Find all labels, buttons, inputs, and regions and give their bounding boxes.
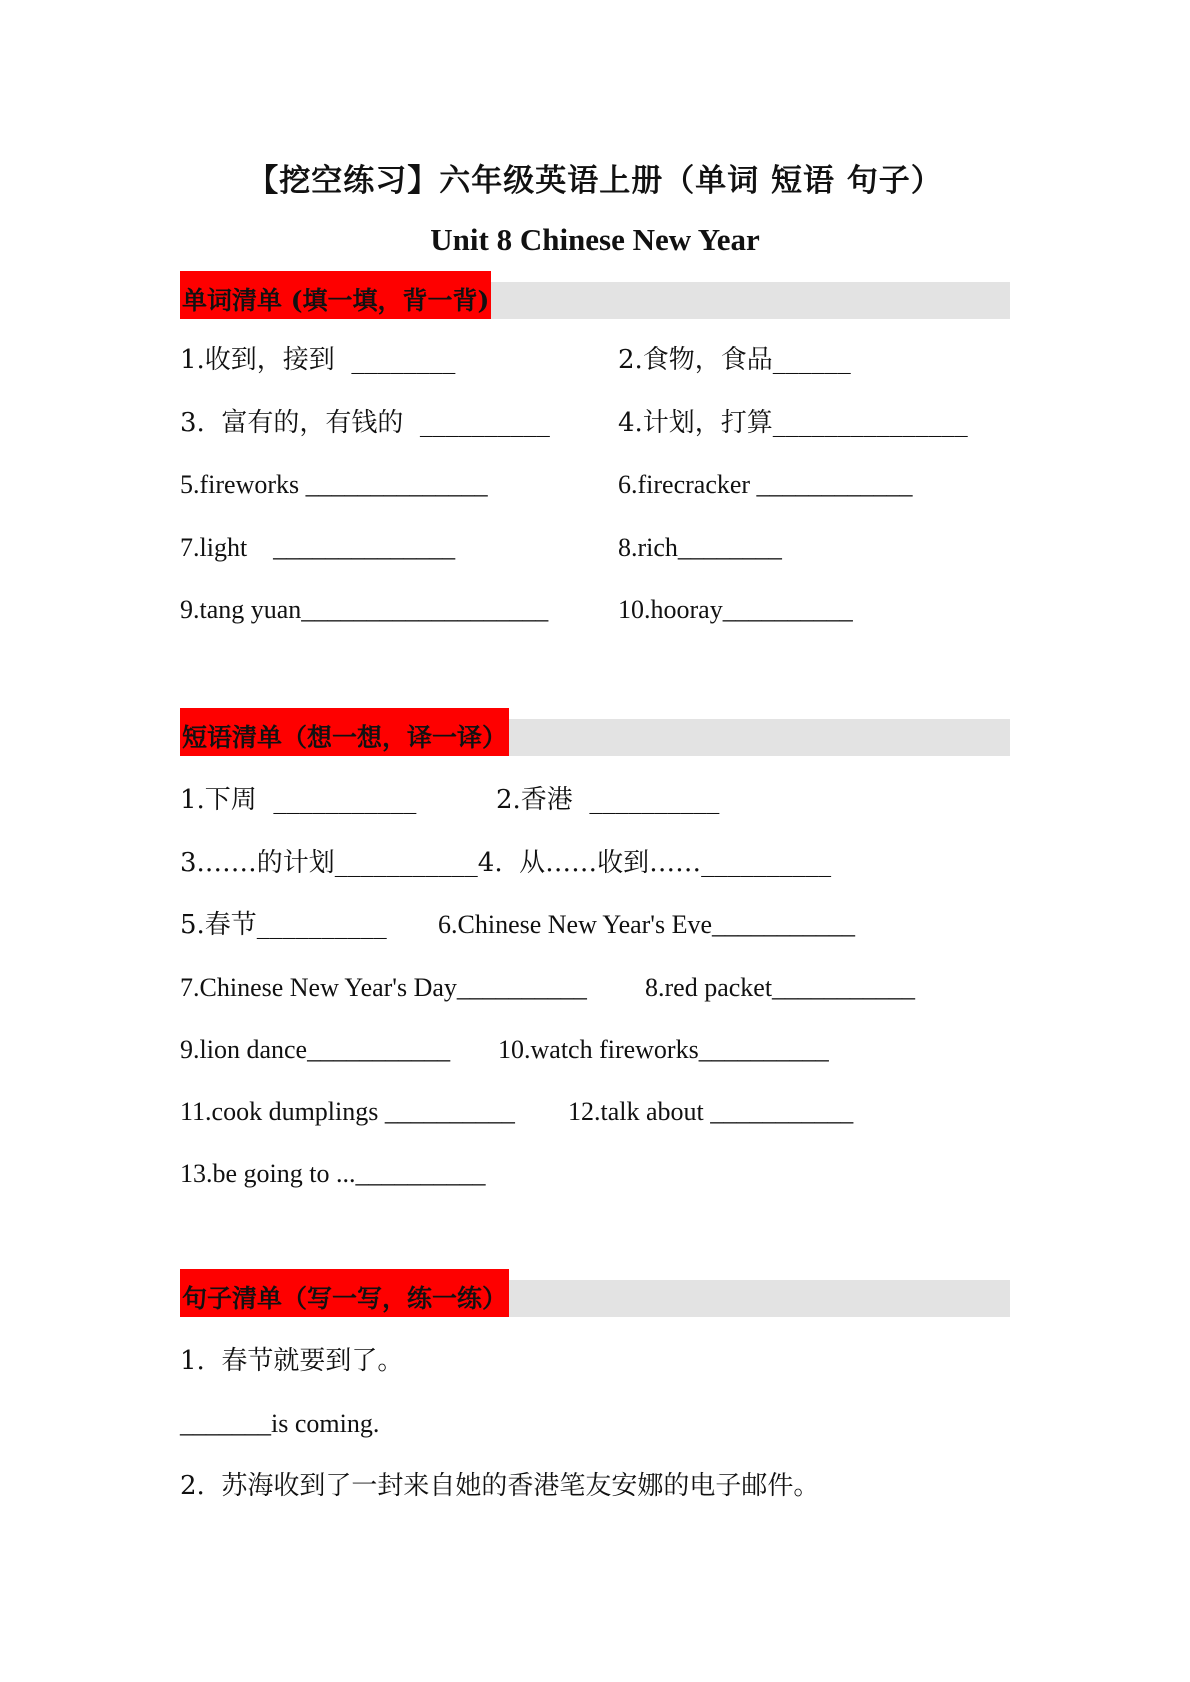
words-section-heading: 单词清单 (填一填，背一背): [180, 271, 491, 319]
word-item: 1.收到，接到 ________: [180, 345, 456, 375]
word-item: 7.light ______________: [180, 533, 456, 562]
words-section-bar: [180, 282, 1010, 319]
word-item: 2.食物，食品______: [618, 345, 851, 375]
phrase-item: 13.be going to ...__________: [180, 1159, 486, 1188]
sentences-section-heading: 句子清单（写一写，练一练）: [180, 1269, 509, 1317]
phrases-section-bar: [180, 719, 1010, 756]
word-item: 8.rich________: [618, 533, 782, 562]
sentence-item: 2. 苏海收到了一封来自她的香港笔友安娜的电子邮件。: [180, 1471, 820, 1501]
phrase-item: 12.talk about ___________: [568, 1097, 854, 1126]
phrase-item: 8.red packet___________: [645, 973, 916, 1002]
word-item: 5.fireworks ______________: [180, 470, 488, 499]
phrase-item: 10.watch fireworks__________: [498, 1035, 829, 1064]
sentence-item: _______is coming.: [180, 1409, 380, 1438]
sentences-section-bar: [180, 1280, 1010, 1317]
word-item: 10.hooray__________: [618, 595, 853, 624]
phrase-item: 6.Chinese New Year's Eve___________: [438, 910, 856, 939]
sentence-item: 1. 春节就要到了。: [180, 1346, 404, 1376]
phrases-section-heading: 短语清单（想一想，译一译）: [180, 708, 509, 756]
phrase-item: 5.春节__________: [180, 910, 387, 940]
phrase-item: 3.……的计划___________4. 从……收到……__________: [180, 848, 832, 878]
word-item: 9.tang yuan___________________: [180, 595, 549, 624]
phrase-item: 2.香港 __________: [496, 785, 720, 815]
phrase-item: 7.Chinese New Year's Day__________: [180, 973, 587, 1002]
unit-subtitle: Unit 8 Chinese New Year: [430, 222, 760, 257]
worksheet-title: 【挖空练习】六年级英语上册（单词 短语 句子）: [247, 163, 943, 199]
phrase-item: 11.cook dumplings __________: [180, 1097, 515, 1126]
word-item: 6.firecracker ____________: [618, 470, 913, 499]
word-item: 3. 富有的，有钱的 __________: [180, 408, 550, 438]
word-item: 4.计划，打算_______________: [618, 408, 968, 438]
phrase-item: 1.下周 ___________: [180, 785, 417, 815]
phrase-item: 9.lion dance___________: [180, 1035, 451, 1064]
